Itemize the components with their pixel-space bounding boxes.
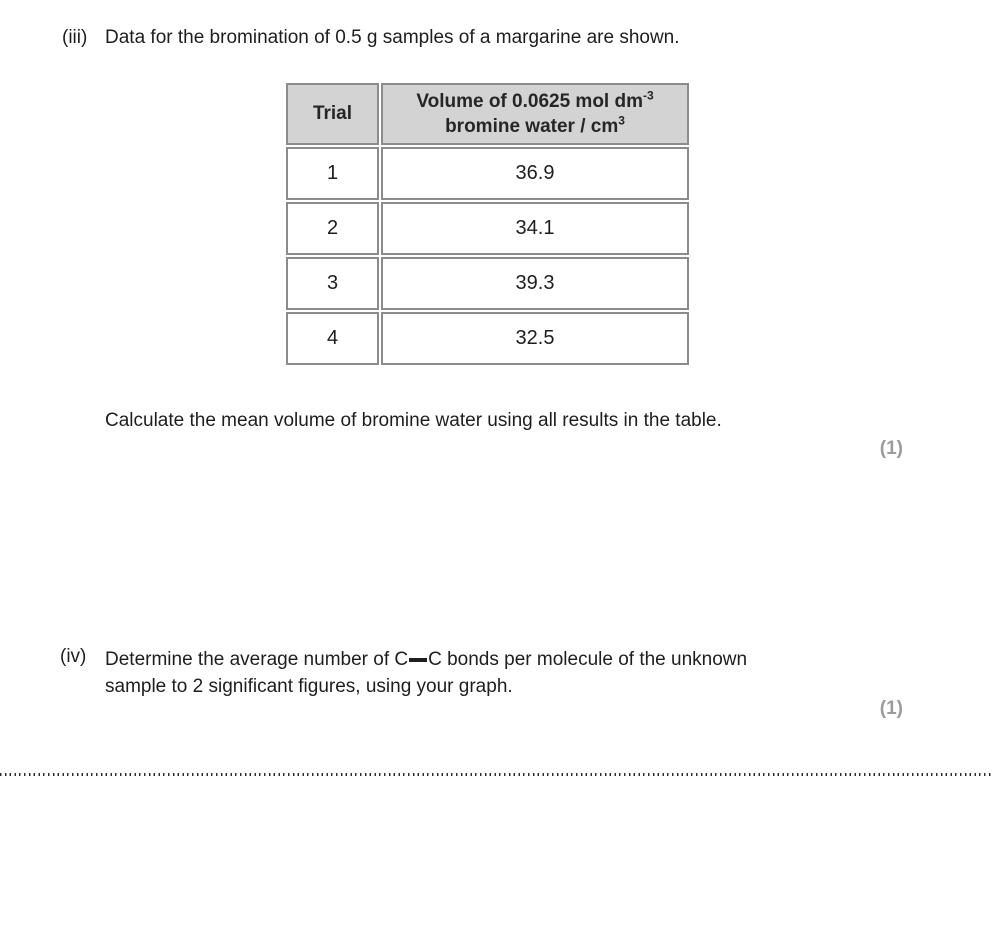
header-volume-line1: Volume of 0.0625 mol dm	[416, 90, 643, 112]
marks-badge-iv: (1)	[879, 698, 903, 719]
question-iv-line1-after: C bonds per molecule of the unknown	[428, 649, 748, 670]
volume-cell: 32.5	[381, 312, 689, 365]
trial-cell: 4	[286, 312, 379, 365]
question-iii-instruction: Calculate the mean volume of bromine water using all results in the table.	[105, 410, 722, 431]
marks-badge-iii: (1)	[879, 438, 903, 459]
volume-cell: 39.3	[381, 257, 689, 310]
trial-cell: 1	[286, 147, 379, 200]
bromination-results-table	[284, 81, 691, 367]
volume-cell: 36.9	[381, 147, 689, 200]
table-row	[286, 312, 689, 365]
superscript-exponent: -3	[642, 88, 654, 103]
trial-cell: 2	[286, 202, 379, 255]
trial-cell: 3	[286, 257, 379, 310]
table-row	[286, 147, 689, 200]
question-iii-text: Data for the bromination of 0.5 g samples of a margarine are shown.	[105, 27, 680, 48]
question-iv-line2: sample to 2 significant figures, using your graph.	[105, 676, 513, 697]
table-row	[286, 257, 689, 310]
question-iv-label: (iv)	[60, 646, 87, 667]
question-iv-line1-before: Determine the average number of C	[105, 649, 409, 670]
table-header-trial: Trial	[286, 83, 379, 145]
answer-dotted-line	[0, 773, 992, 776]
table-header-volume	[381, 83, 689, 145]
question-iii-label: (iii)	[62, 27, 88, 48]
table-header-row	[286, 83, 689, 145]
question-iv-line1	[105, 646, 875, 673]
question-iv-text	[105, 646, 875, 700]
double-bond-icon	[409, 658, 427, 662]
header-volume-line2: bromine water / cm	[445, 116, 619, 137]
table-row	[286, 202, 689, 255]
superscript-exponent: 3	[618, 113, 625, 128]
volume-cell: 34.1	[381, 202, 689, 255]
